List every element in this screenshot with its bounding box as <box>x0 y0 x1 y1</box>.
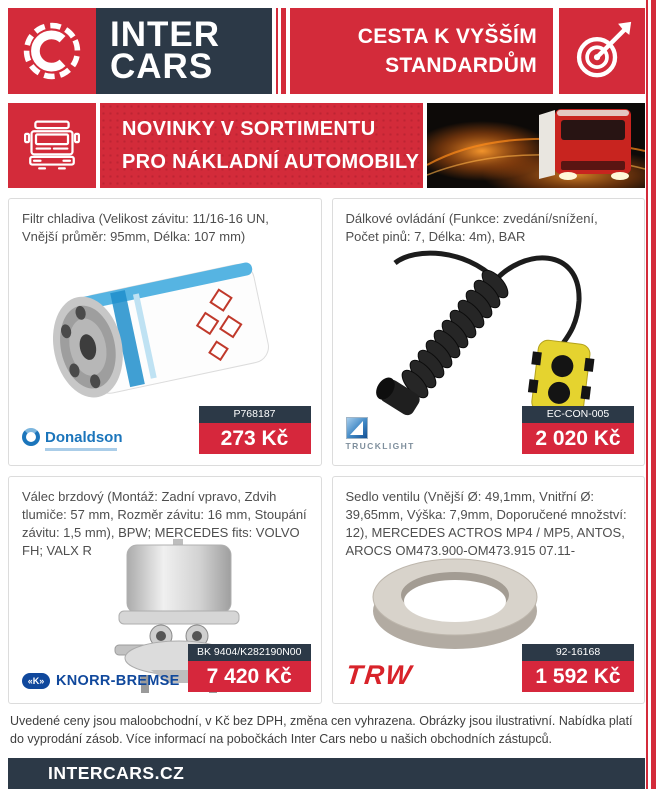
logo-word-cars: CARS <box>110 47 214 86</box>
intercars-logo-text <box>96 8 272 94</box>
header-separator <box>276 8 286 94</box>
product-code: BK 9404/K282190N00 <box>188 644 311 661</box>
header <box>8 8 645 94</box>
website-bar: INTERCARS.CZ <box>8 758 645 789</box>
product-card-coolant-filter <box>8 198 322 466</box>
product-description: Sedlo ventilu (Vnější Ø: 49,1mm, Vnitřní Ø: 39,65mm, Výška: 7,9mm, Doporučené množství: 12), MERCEDES ACTROS MP4 / MP5, ANTOS, AROCS OM473.900-OM473.915 07.11- <box>345 489 627 558</box>
donaldson-circle-icon <box>22 428 40 446</box>
product-card-remote-control <box>332 198 646 466</box>
truck-icon-block <box>8 103 96 188</box>
intercars-c-icon <box>21 20 83 82</box>
product-image-coolant-filter <box>23 247 303 417</box>
brand-name: KNORR-BREMSE <box>56 673 180 689</box>
target-dart-block <box>559 8 645 94</box>
brand-name: TRUCKLIGHT <box>345 441 415 451</box>
banner-title <box>100 103 423 188</box>
trucklight-logo <box>346 417 415 451</box>
banner-title-line1: NOVINKY V SORTIMENTU <box>122 117 376 140</box>
banner-title-line2: PRO NÁKLADNÍ AUTOMOBILY <box>122 150 420 173</box>
product-image-remote-control <box>355 239 615 424</box>
flyer-page <box>8 8 645 789</box>
product-card-valve-seat <box>332 476 646 704</box>
logo-word-inter: INTER <box>110 14 220 54</box>
brand-name: TRW <box>343 660 415 690</box>
price-box <box>522 644 634 692</box>
tagline-line2: STANDARDŮM <box>385 54 537 77</box>
trucklight-square-icon <box>346 417 368 439</box>
product-code: 92-16168 <box>522 644 634 661</box>
right-edge-stripe-thin <box>646 0 648 789</box>
product-code: P768187 <box>199 406 311 423</box>
product-grid <box>8 198 645 704</box>
product-code: EC-CON-005 <box>522 406 634 423</box>
product-image-valve-seat <box>363 549 548 669</box>
disclaimer-text: Uvedené ceny jsou maloobchodní, v Kč bez DPH, změna cen vyhrazena. Obrázky jsou ilustrativní. Nabídka platí do vyprodání zásob. Více informací na pobočkách Inter Cars nebo u našich obchodních zástupců. <box>10 714 633 746</box>
header-tagline <box>290 8 553 94</box>
price-box <box>199 406 311 454</box>
product-description: Filtr chladiva (Velikost závitu: 11/16-16 UN, Vnější průměr: 95mm, Délka: 107 mm) <box>22 211 269 244</box>
intercars-logo-mark <box>8 8 96 94</box>
tagline-line1: CESTA K VYŠŠÍM <box>357 24 537 48</box>
knorr-bremse-logo <box>22 673 180 689</box>
brand-name: Donaldson <box>45 428 123 446</box>
knorr-bremse-oval-icon: «K» <box>22 673 50 689</box>
donaldson-tagline-strip <box>45 448 117 451</box>
product-price: 2 020 Kč <box>522 423 634 454</box>
price-box <box>188 644 311 692</box>
promo-banner <box>8 103 645 188</box>
price-box <box>522 406 634 454</box>
truck-photo <box>427 103 645 188</box>
product-description: Válec brzdový (Montáž: Zadní vpravo, Zdvih tlumiče: 57 mm, Rozměr závitu: 16 mm, Stoupání závitu: 1,5 mm), BPW; MERCEDES fits: VOLVO FH; VALX R <box>22 489 307 558</box>
target-dart-icon <box>571 20 633 82</box>
product-price: 7 420 Kč <box>188 661 311 692</box>
right-edge-stripe-thick <box>651 0 656 789</box>
donaldson-logo <box>22 428 123 451</box>
product-card-brake-cylinder <box>8 476 322 704</box>
truck-front-icon <box>20 114 84 178</box>
trw-logo <box>343 660 415 690</box>
product-description: Dálkové ovládání (Funkce: zvedání/snížení, Počet pinů: 7, Délka: 4m), BAR <box>345 211 598 244</box>
product-price: 273 Kč <box>199 423 311 454</box>
product-price: 1 592 Kč <box>522 661 634 692</box>
